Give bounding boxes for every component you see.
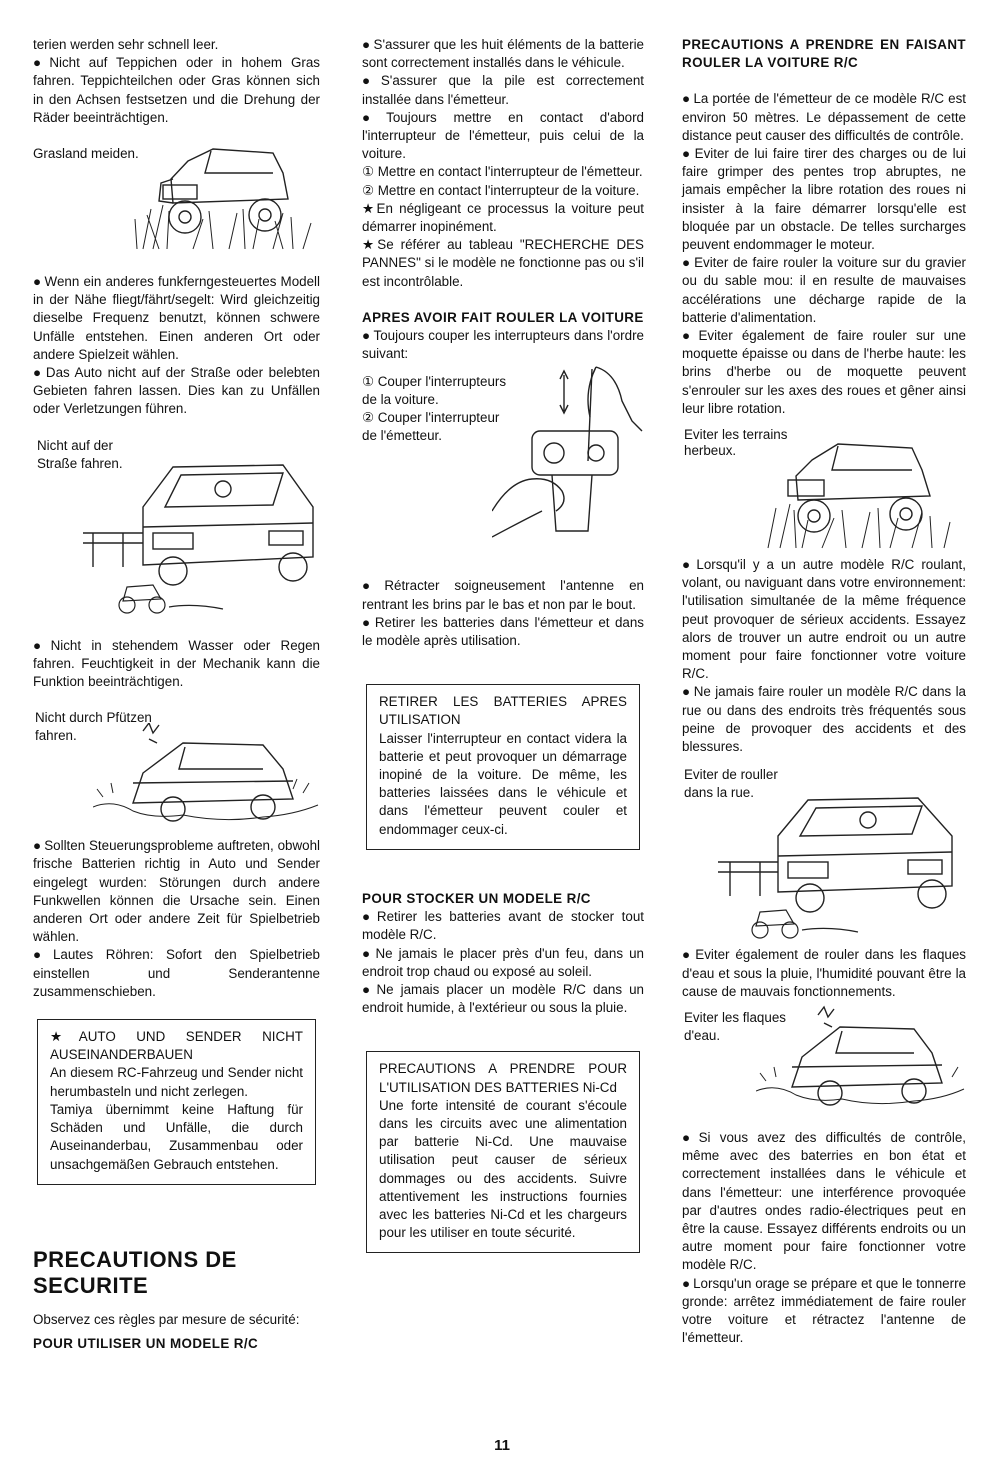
caption-street-2: dans la rue. <box>684 785 754 801</box>
bullet-antenna: ● Rétracter soigneusement l'antenne en rentrant les brins par le bas et non par le bout. <box>362 577 644 613</box>
battery-removal-box <box>366 684 640 850</box>
section-title-line-2: SECURITE <box>33 1272 149 1298</box>
note-2: ★Se référer au tableau "RECHERCHE DES PANNES" si le modèle ne fonctionne pas ou s'il est incontrôlable. <box>362 237 644 289</box>
bullet-store-fire: ● Ne jamais le placer près d'un feu, dans un endroit trop chaud ou exposé au soleil. <box>362 945 644 981</box>
caption-grass-1: Eviter les terrains <box>684 427 788 443</box>
column-french-right <box>682 36 966 1347</box>
offroad-truck-in-grass-illustration <box>133 139 313 251</box>
caption-grass-2: herbeux. <box>684 443 737 459</box>
truck-in-puddle-illustration <box>756 1005 966 1117</box>
bullet-overload: ● Eviter de lui faire tirer des charges ou de lui faire grimper des pentes trop abruptes, ne jamais empêcher la libre rotation des roues ni insister à la faire démarrer lorsqu'elle est bloquée par un obstacle. De telles surcharges peuvent endommager le moteur. <box>682 145 966 254</box>
box-title: PRECAUTIONS A PRENDRE POUR L'UTILISATION DES BATTERIES Ni-Cd <box>379 1061 627 1095</box>
bullet-street: ● Ne jamais faire rouler un modèle R/C dans la rue ou dans des endroits très fréquentés sous peine de provoquer des accidents et des blessures. <box>682 683 966 756</box>
grass-illustration-block <box>33 145 320 255</box>
caption-grass: Grasland meiden. <box>33 146 139 162</box>
box-title: RETIRER LES BATTERIES APRES UTILISATION <box>379 694 627 728</box>
box-title: ★AUTO UND SENDER NICHT AUSEINANDERBAUEN <box>50 1029 303 1063</box>
caption-street-1: Eviter de rouller <box>684 767 778 783</box>
bullet-transmitter-battery: ● S'assurer que la pile est correctement installée dans l'émetteur. <box>362 72 644 108</box>
transmitter-illustration-block <box>362 373 644 549</box>
heading-after-driving: APRES AVOIR FAIT ROULER LA VOITURE <box>362 309 644 325</box>
caption-street-1: Nicht auf der <box>37 437 113 453</box>
off-step-1b: de la voiture. <box>362 392 439 408</box>
bullet-switch-order: ● Toujours mettre en contact d'abord l'interrupteur de l'émetteur, puis celui de la voiture. <box>362 109 644 164</box>
note-1: ★En négligeant ce processus la voiture peut démarrer inopinément. <box>362 200 644 235</box>
car-on-street-illustration <box>718 786 968 942</box>
bullet-switch-off: ● Toujours couper les interrupteurs dans l'ordre suivant: <box>362 327 644 363</box>
transmitter-antenna-illustration <box>492 361 652 543</box>
bullet-noise: ● Lautes Röhren: Sofort den Spielbetrieb einstellen und Senderantenne zusammenschieben. <box>33 946 320 1001</box>
step-1: ① Mettre en contact l'interrupteur de l'émetteur. <box>362 164 643 180</box>
bullet-store-remove: ● Retirer les batteries avant de stocker tout modèle R/C. <box>362 908 644 944</box>
warning-box-german <box>37 1019 316 1185</box>
bullet-water: ● Nicht in stehendem Wasser oder Regen fahren. Feuchtigkeit in der Mechanik kann die Funktion beeinträchtigen. <box>33 637 320 692</box>
puddle-illustration-block <box>33 709 320 819</box>
section-title-line-1: PRECAUTIONS DE <box>33 1246 237 1272</box>
bullet-thunder: ● Lorsqu'un orage se prépare et que le tonnerre gronde: arrêtez immédiatement de faire rouler votre voiture et rétractez l'antenne de l'émetteur. <box>682 1275 966 1348</box>
caption-puddle-2: d'eau. <box>684 1027 721 1043</box>
bullet-remove-batteries: ● Retirer les batteries dans l'émetteur et dans le modèle après utilisation. <box>362 614 644 650</box>
box-text: Une forte intensité de courant s'écoule dans les circuits avec une alimentation par batterie Ni-Cd. Une mauvaise utilisation peut causer de sérieux dommages ou des accidents. Suivre attentivement les instructions fournies avec les batteries Ni-Cd et les chargeurs pour les utiliser en toute sécurité. <box>379 1097 627 1241</box>
grass-illustration-block <box>682 426 966 552</box>
box-text: Laisser l'interrupteur en contact videra la batterie et peut provoquer un démarrage inopiné de la voiture. De même, les batteries laissées dans le véhicule et dans l'émetteur peuvent couler et endommager ceux-ci. <box>379 730 627 837</box>
offroad-truck-in-grass-illustration <box>762 430 952 550</box>
intro-text: Observez ces règles par mesure de sécurité: <box>33 1311 300 1327</box>
off-step-2a: ② Couper l'interrupteur <box>362 410 500 426</box>
bullet-store-humid: ● Ne jamais placer un modèle R/C dans un endroit humide, à l'extérieur ou sous la pluie. <box>362 981 644 1017</box>
car-on-street-illustration <box>73 447 323 623</box>
subheading-use-rc: POUR UTILISER UN MODELE R/C <box>33 1335 259 1351</box>
caption-puddle-1: Nicht durch Pfützen <box>35 710 152 726</box>
off-step-2b: de l'émetteur. <box>362 428 442 444</box>
street-illustration-block <box>682 766 966 942</box>
bullet-other-model: ● Lorsqu'il y a un autre modèle R/C roulant, volant, ou naviguant dans votre environnement: l'utilisation simultanée de la même fréquence peut provoquer de sérieux accidents. Essayez alors de trouver un autre endroit ou un autre moment pour faire fonctionner votre voiture R/C. <box>682 556 966 683</box>
bullet-carpet-grass: ● Nicht auf Teppichen oder in hohem Gras fahren. Teppichteilchen oder Gras können sich in den Achsen festsetzen und die Drehung der Räder beeinträchtigen. <box>33 54 320 127</box>
bullet-batteries-installed: ● S'assurer que les huit éléments de la batterie sont correctement installés dans le véhicule. <box>362 36 644 72</box>
bullet-interference: ● Sollten Steuerungsprobleme auftreten, obwohl frische Batterien richtig in Auto und Sender eingelegt wurden: Störungen durch andere Funkwellen können die Ursache sein. Einen anderen Ort oder andere Zeit für Spielbetrieb wählen. <box>33 837 320 946</box>
page-number: 11 <box>494 1437 510 1454</box>
truck-in-puddle-illustration <box>93 723 323 833</box>
caption-puddle-2: fahren. <box>35 728 77 744</box>
bullet-interference: ● Si vous avez des difficultés de contrôle, même avec des baterries en bon état et correctement installées dans le véhicule et dans l'émetteur: une interférence provoquée par d'autres ondes radio-électriques peut en être la cause. Essayez différents endroits ou un autre moment pour faire fonctionner votre modèle R/C. <box>682 1129 966 1275</box>
paragraph: terien werden sehr schnell leer. <box>33 37 219 52</box>
caption-street-2: Straße fahren. <box>37 455 123 471</box>
caption-puddle-1: Eviter les flaques <box>684 1009 786 1025</box>
box-paragraph-1: An diesem RC-Fahrzeug und Sender nicht herumbasteln und nicht zerlegen. <box>50 1065 303 1099</box>
heading-driving-precautions: PRECAUTIONS A PRENDRE EN FAISANT ROULER LA VOITURE R/C <box>682 37 966 71</box>
street-illustration-block <box>33 437 320 619</box>
bullet-range: ● La portée de l'émetteur de ce modèle R/C est environ 50 mètres. Le dépassement de cette distance peut causer des difficultés de contrôle. <box>682 90 966 145</box>
puddle-illustration-block <box>682 1009 966 1117</box>
nicd-precautions-box <box>366 1051 640 1253</box>
column-german <box>33 36 320 1353</box>
bullet-puddles: ● Eviter également de rouler dans les flaques d'eau et sous la pluie, l'humidité pouvant être la cause de mauvais fonctionnements. <box>682 946 966 1001</box>
bullet-carpet: ● Eviter également de faire rouler sur une moquette épaisse ou dans de l'herbe haute: les brins d'herbe ou de moquette peuvent s'enrouler sur les axes des roues et gêner ainsi leur libre rotation. <box>682 327 966 418</box>
column-french-center <box>362 36 644 1253</box>
bullet-gravel: ● Eviter de faire rouler la voiture sur du gravier ou du sable mou: il en resulte de mauvaises accélérations une décharge rapide de la batterie d'alimentation. <box>682 254 966 327</box>
step-2: ② Mettre en contact l'interrupteur de la voiture. <box>362 182 640 198</box>
bullet-other-model: ● Wenn ein anderes funkferngesteuertes Modell in der Nähe fliegt/fährt/segelt: Wird gleichzeitig dieselbe Frequenz benutzt, können schwere Unfälle entstehen. Einen anderen Ort oder andere Spielzeit wählen. <box>33 273 320 364</box>
off-step-1a: ① Couper l'interrupteurs <box>362 374 507 390</box>
bullet-street: ● Das Auto nicht auf der Straße oder belebten Gebieten fahren lassen. Dies kan zu Unfällen oder Verletzungen führen. <box>33 364 320 419</box>
box-paragraph-2: Tamiya übernimmt keine Haftung für Schäden und Unfälle, die durch Auseinanderbau, Zusammenbau oder unsachgemäßen Gebrauch entstehen. <box>50 1101 303 1172</box>
heading-storage: POUR STOCKER UN MODELE R/C <box>362 890 591 906</box>
